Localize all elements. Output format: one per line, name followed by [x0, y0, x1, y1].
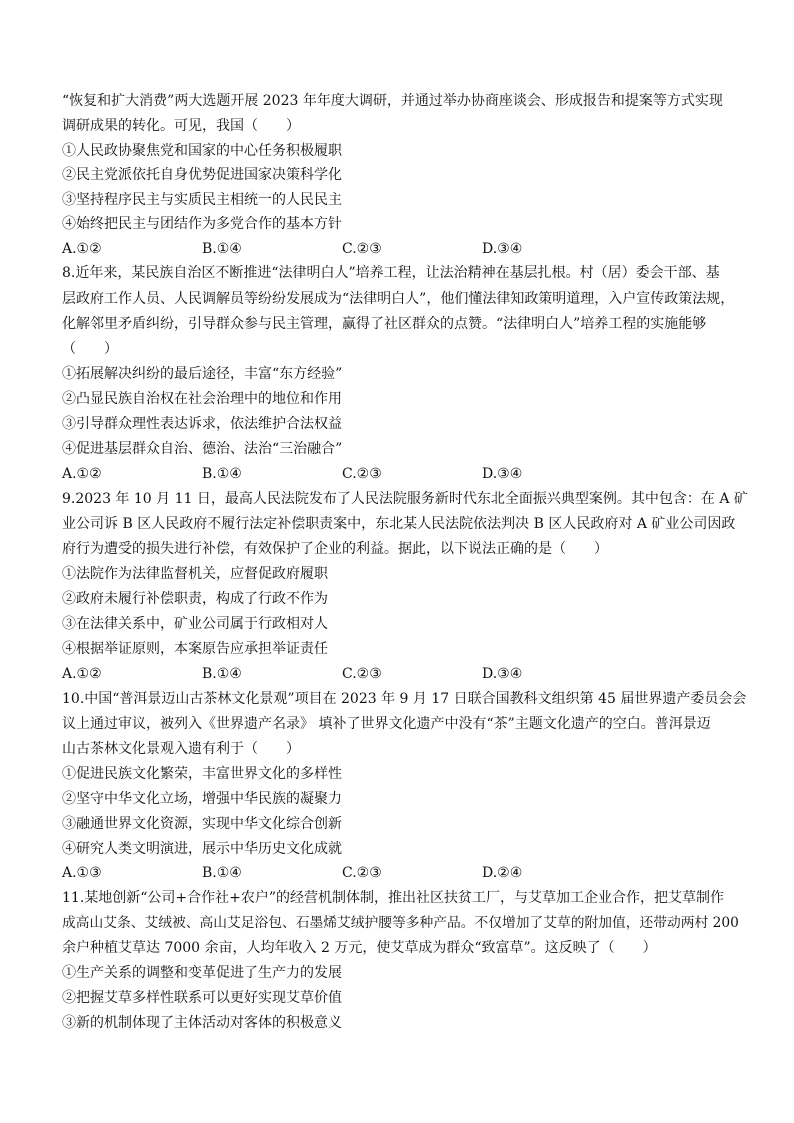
option-d: D.②④	[482, 865, 523, 881]
option-a: A.①②	[62, 666, 102, 682]
q9-stem-line: 府行为遭受的损失进行补偿，有效保护了企业的利益。据此，以下说法正确的是（ ）	[62, 541, 608, 557]
q10-stem-line: 议上通过审议，被列入《世界遗产名录》 填补了世界文化遗产中没有“茶”主题文化遗产的空白。普洱景迈	[62, 716, 711, 732]
q11-stem-line: 11.某地创新“公司+合作社+农户”的经营机制体制，推出社区扶贫工厂，与艾草加工企业合作，把艾草制作	[62, 890, 725, 906]
q11-stem-line: 余户种植艾草达 7000 余亩，人均年收入 2 万元，使艾草成为群众“致富草”。这反映了（ ）	[62, 940, 657, 956]
q11-stem-line: 成高山艾条、艾绒被、高山艾足浴包、石墨烯艾绒护腰等多种产品。不仅增加了艾草的附加值，还带动两村 200	[62, 915, 739, 931]
q8-stem-line: 化解邻里矛盾纠纷，引导群众参与民主管理，赢得了社区群众的点赞。“法律明白人”培养工程的实施能够	[62, 316, 707, 332]
q8-item: ④促进基层群众自治、德治、法治“三治融合”	[62, 441, 343, 457]
option-a: A.①②	[62, 241, 102, 257]
q9-stem-line: 业公司诉 B 区人民政府不履行法定补偿职责案中，东北某人民法院依法判决 B 区人民政府对 A 矿业公司因政	[62, 516, 736, 532]
q7-options	[62, 240, 742, 258]
option-d: D.③④	[482, 241, 523, 257]
option-d: D.③④	[482, 666, 523, 682]
q8-stem-line: （ ）	[62, 341, 118, 357]
q9-item: ①法院作为法律监督机关，应督促政府履职	[62, 566, 328, 582]
q10-item: ③融通世界文化资源，实现中华文化综合创新	[62, 816, 342, 832]
q8-stem-line: 8.近年来，某民族自治区不断推进“法律明白人”培养工程，让法治精神在基层扎根。村（居）委会干部、基	[62, 265, 720, 281]
option-b: B.①④	[202, 666, 242, 682]
q10-item: ①促进民族文化繁荣，丰富世界文化的多样性	[62, 766, 342, 782]
q8-stem-line: 层政府工作人员、人民调解员等纷纷发展成为“法律明白人”，他们懂法律知政策明道理，入户宣传政策法规，	[62, 291, 735, 307]
q7-item: ①人民政协聚焦党和国家的中心任务积极履职	[62, 143, 342, 159]
q9-options	[62, 665, 742, 683]
q10-stem-line: 山古茶林文化景观入遗有利于（ ）	[62, 741, 300, 757]
q10-item: ②坚守中华文化立场，增强中华民族的凝聚力	[62, 791, 342, 807]
option-c: C.②③	[342, 241, 382, 257]
q7-item: ④始终把民主与团结作为多党合作的基本方针	[62, 216, 342, 232]
q8-options	[62, 465, 742, 483]
q8-item: ②凸显民族自治权在社会治理中的地位和作用	[62, 391, 342, 407]
q8-item: ③引导群众理性表达诉求，依法维护合法权益	[62, 416, 342, 432]
option-b: B.①④	[202, 241, 242, 257]
q8-item: ①拓展解决纠纷的最后途径，丰富“东方经验”	[62, 366, 343, 382]
q7-stem-line: 调研成果的转化。可见，我国（ ）	[62, 118, 300, 134]
q7-stem-line: “恢复和扩大消费”两大选题开展 2023 年年度大调研，并通过举办协商座谈会、形成报告和提案等方式实现	[62, 93, 723, 109]
option-b: B.①④	[202, 466, 242, 482]
option-c: C.②③	[342, 865, 382, 881]
option-a: A.①②	[62, 466, 102, 482]
q9-stem-line: 9.2023 年 10 月 11 日，最高人民法院发布了人民法院服务新时代东北全面振兴典型案例。其中包含：在 A 矿	[62, 491, 748, 507]
option-c: C.②③	[342, 466, 382, 482]
q9-item: ②政府未履行补偿职责，构成了行政不作为	[62, 591, 328, 607]
q10-stem-line: 10.中国“普洱景迈山古茶林文化景观”项目在 2023 年 9 月 17 日联合国教科文组织第 45 届世界遗产委员会会	[62, 691, 747, 707]
option-c: C.②③	[342, 666, 382, 682]
q9-item: ③在法律关系中，矿业公司属于行政相对人	[62, 616, 328, 632]
q10-options	[62, 864, 742, 882]
option-a: A.①③	[62, 865, 102, 881]
option-b: B.①④	[202, 865, 242, 881]
q7-item: ③坚持程序民主与实质民主相统一的人民民主	[62, 192, 342, 208]
q11-item: ①生产关系的调整和变革促进了生产力的发展	[62, 965, 342, 981]
q11-item: ②把握艾草多样性联系可以更好实现艾草价值	[62, 990, 342, 1006]
option-d: D.③④	[482, 466, 523, 482]
q11-item: ③新的机制体现了主体活动对客体的积极意义	[62, 1015, 342, 1031]
q7-item: ②民主党派依托自身优势促进国家决策科学化	[62, 167, 342, 183]
q10-item: ④研究人类文明演进，展示中华历史文化成就	[62, 841, 342, 857]
q9-item: ④根据举证原则，本案原告应承担举证责任	[62, 641, 328, 657]
